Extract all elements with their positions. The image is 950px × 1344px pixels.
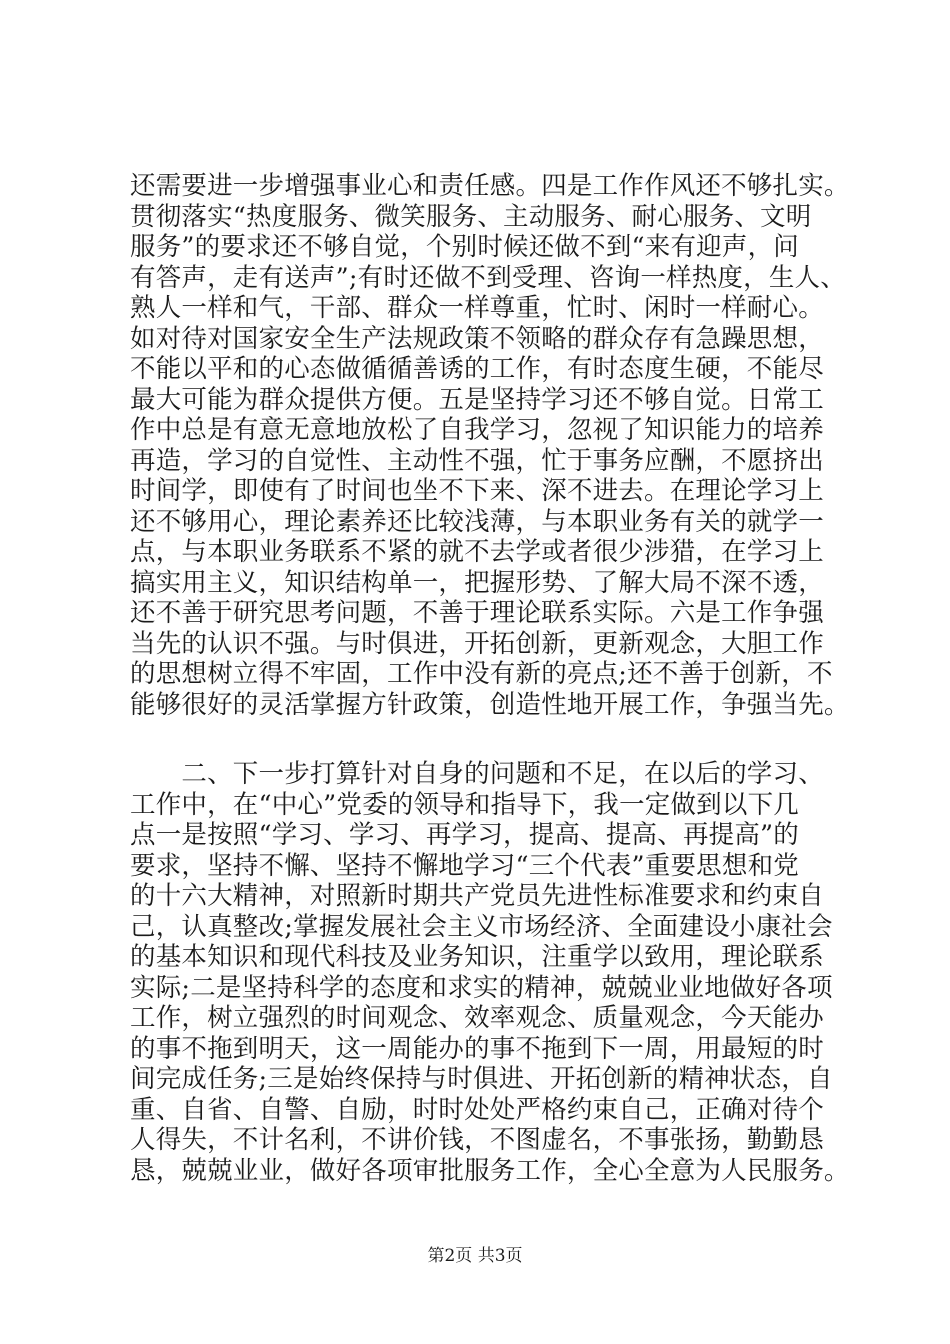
text-line: 点一是按照“学习、学习、再学习，提高、提高、再提高”的 <box>130 820 799 850</box>
text-line: 时间学，即使有了时间也坐不下来、深不进去。在理论学习上 <box>130 476 824 506</box>
text-line: 当先的认识不强。与时俱进，开拓创新，更新观念，大胆工作 <box>130 628 824 659</box>
text-line: 作中总是有意无意地放松了自我学习，忽视了知识能力的培养 <box>130 415 824 445</box>
text-line: 的基本知识和现代科技及业务知识，注重学以致用，理论联系 <box>130 942 824 972</box>
text-line: 人得失，不计名利，不讲价钱，不图虚名，不事张扬，勤勤恳 <box>130 1125 824 1155</box>
text-line: 二、下一步打算针对自身的问题和不足，在以后的学习、 <box>130 759 824 789</box>
text-line: 搞实用主义，知识结构单一，把握形势、了解大局不深不透， <box>130 567 824 598</box>
text-line: 重、自省、自警、自励，时时处处严格约束自己，正确对待个 <box>130 1094 824 1125</box>
text-line: 能够很好的灵活掌握方针政策，创造性地开展工作，争强当先。 <box>130 689 850 720</box>
text-line: 不能以平和的心态做循循善诱的工作，有时态度生硬，不能尽 <box>130 354 824 384</box>
document-body <box>130 171 854 1186</box>
text-line: 如对待对国家安全生产法规政策不领略的群众存有急躁思想， <box>130 323 824 354</box>
text-line: 服务”的要求还不够自觉，个别时候还做不到“来有迎声，问 <box>130 232 799 262</box>
text-line: 工作，树立强烈的时间观念、效率观念、质量观念，今天能办 <box>130 1003 824 1033</box>
paragraph-1 <box>130 171 854 720</box>
text-line: 点，与本职业务联系不紧的就不去学或者很少涉猎，在学习上 <box>130 537 824 567</box>
text-line: 还不够用心，理论素养还比较浅薄，与本职业务有关的就学一 <box>130 506 824 537</box>
text-line: 实际;二是坚持科学的态度和求实的精神，兢兢业业地做好各项 <box>130 972 833 1003</box>
text-line: 要求，坚持不懈、坚持不懈地学习“三个代表”重要思想和党 <box>130 850 799 881</box>
text-line: 最大可能为群众提供方便。五是坚持学习还不够自觉。日常工 <box>130 384 824 415</box>
text-line: 间完成任务;三是始终保持与时俱进、开拓创新的精神状态，自 <box>130 1064 833 1094</box>
text-line: 己，认真整改;掌握发展社会主义市场经济、全面建设小康社会 <box>130 911 833 942</box>
text-line: 还不善于研究思考问题，不善于理论联系实际。六是工作争强 <box>130 598 824 628</box>
text-line: 的思想树立得不牢固，工作中没有新的亮点;还不善于创新，不 <box>130 659 833 689</box>
page-footer <box>0 1245 950 1267</box>
text-line: 贯彻落实“热度服务、微笑服务、主动服务、耐心服务、文明 <box>130 201 812 232</box>
text-line: 还需要进一步增强事业心和责任感。四是工作作风还不够扎实。 <box>130 171 850 201</box>
text-line: 工作中，在“中心”党委的领导和指导下，我一定做到以下几 <box>130 789 799 820</box>
text-line: 的事不拖到明天，这一周能办的事不拖到下一周，用最短的时 <box>130 1033 824 1064</box>
text-line: 熟人一样和气，干部、群众一样尊重，忙时、闲时一样耐心。 <box>130 293 824 323</box>
text-line: 恳，兢兢业业，做好各项审批服务工作，全心全意为人民服务。 <box>130 1155 850 1186</box>
text-line: 有答声，走有送声”;有时还做不到受理、咨询一样热度，生人、 <box>130 262 846 293</box>
text-line: 的十六大精神，对照新时期共产党员先进性标准要求和约束自 <box>130 881 824 911</box>
paragraph-2 <box>130 759 854 1186</box>
text-line: 再造，学习的自觉性、主动性不强，忙于事务应酬，不愿挤出 <box>130 445 824 476</box>
page-number-label: 第2页 共3页 <box>427 1246 523 1266</box>
paragraph-spacer <box>130 720 854 759</box>
